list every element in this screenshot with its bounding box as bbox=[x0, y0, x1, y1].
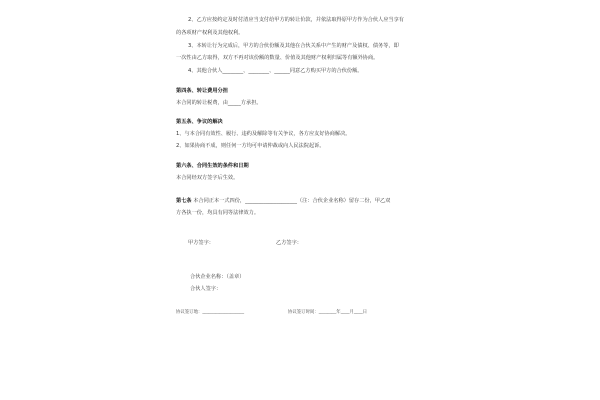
clause-2-line-2: 的各项财产权利及其他权利。 bbox=[176, 30, 244, 36]
clause-4-line: 4、其他合伙人________、________、______同意乙方购买甲方的合伙份额。 bbox=[188, 68, 363, 74]
section-4-text: 本合同的转让税费，由_____方承担。 bbox=[176, 100, 262, 106]
clause-3-line-1: 3、本转让行为完成后，甲方的合伙份额及其他在合伙关系中产生的财产及债权、债务等，即 bbox=[188, 43, 399, 49]
section-5-title: 第五条、争议的解决 bbox=[176, 119, 223, 125]
clause-2-line-1: 2、乙方应按约定及时付清应当支付给甲方的转让价款，并依法取得原甲方作为合伙人应当享有 bbox=[188, 17, 404, 23]
section-5-item-1: 1、与本合同有效性、履行、违约及解除等有关争议，各方应友好协商解决。 bbox=[176, 131, 351, 137]
section-5-item-2: 2、如果协商不成，则任何一方均可申请仲裁或向人民法院起诉。 bbox=[176, 143, 325, 149]
section-6-title: 第六条、合同生效的条件和日期 bbox=[176, 163, 249, 169]
partner-signature: 合伙人签字： bbox=[190, 286, 222, 292]
signing-place: 协议签订地：___________________ bbox=[176, 310, 245, 315]
section-7-text-1: 本合同正本一式四份，____________________（注：合伙企业名称）留存二份，甲乙双 bbox=[193, 198, 391, 204]
party-a-signature: 甲方签字： bbox=[188, 240, 214, 246]
signing-time: 协议签订时间：________年____月____日 bbox=[288, 310, 368, 315]
party-b-signature: 乙方签字： bbox=[276, 240, 302, 246]
section-7-label: 第七条 bbox=[176, 198, 192, 204]
section-4-title: 第四条、转让费用分担 bbox=[176, 88, 228, 94]
section-7-line-1 bbox=[176, 198, 390, 205]
company-name-seal: 合伙企业名称：（盖章） bbox=[190, 274, 245, 280]
section-7-line-2: 方各执一份，均具有同等法律效力。 bbox=[176, 210, 260, 216]
clause-3-line-2: 一次性由乙方取得，双方不再对该份额的数量、价值及其他财产权利归属等有额外协商。 bbox=[176, 55, 379, 61]
section-6-text: 本合同经双方签字后生效。 bbox=[176, 175, 239, 181]
